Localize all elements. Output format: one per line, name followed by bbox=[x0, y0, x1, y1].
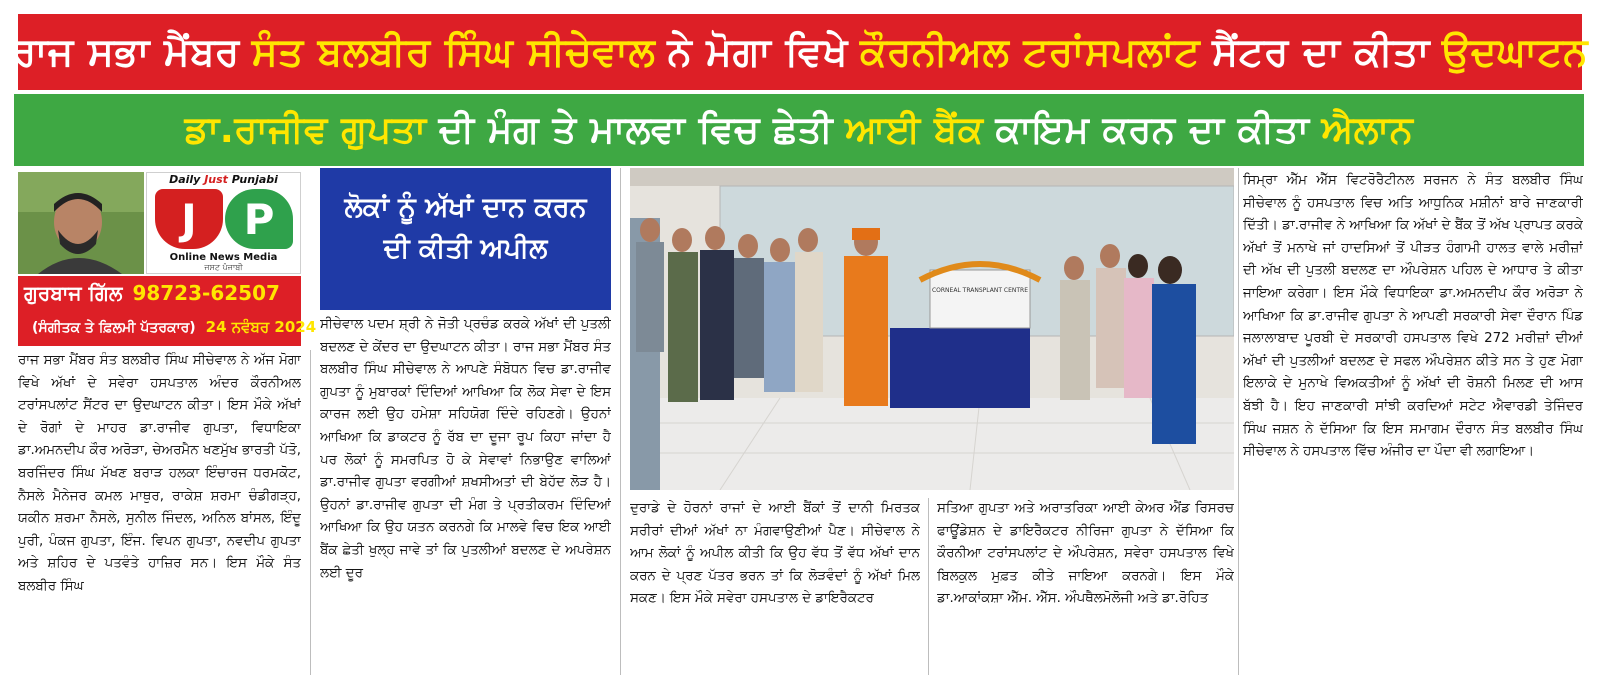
photo-banner-text: CORNEAL TRANSPLANT CENTRE bbox=[931, 287, 1029, 294]
article-text-2: ਸੀਚੇਵਾਲ ਪਦਮ ਸ਼੍ਰੀ ਨੇ ਜੋਤੀ ਪ੍ਰਚੰਡ ਕਰਕੇ ਅੱਖਾਂ ਦੀ ਪੁਤਲੀ ਬਦਲਣ ਦੇ ਕੇਂਦਰ ਦਾ ਉਦਘਾਟਨ ਕੀਤਾ। ਰਾਜ ਸਭਾ ਮੈਂਬਰ ਸੰਤ ਬਲਬੀਰ ਸਿੰਘ ਸੀਚੇਵਾਲ ਨੇ ਆਪਣੇ ਸੰਬੋਧਨ ਵਿਚ ਡਾ.ਰਾਜੀਵ ਗੁਪਤਾ ਨੂੰ ਮੁਬਾਰਕਾਂ ਦਿੰਦਿਆਂ ਆਖਿਆ ਕਿ ਲੋਕ ਸੇਵਾ ਦੇ ਇਸ ਕਾਰਜ ਲਈ ਉਹ ਹਮੇਸ਼ਾ ਸਹਿਯੋਗ ਦਿੰਦੇ ਰਹਿਣਗੇ। ਉਹਨਾਂ ਆਖਿਆ ਕਿ ਡਾਕਟਰ ਨੂੰ ਰੱਬ ਦਾ ਦੂਜਾ ਰੂਪ ਕਿਹਾ ਜਾਂਦਾ ਹੈ ਪਰ ਲੋਕਾਂ ਨੂੰ ਸਮਰਪਿਤ ਹੋ ਕੇ ਸੇਵਾਵਾਂ ਨਿਭਾਉਣ ਵਾਲਿਆਂ ਡਾ.ਰਾਜੀਵ ਗੁਪਤਾ ਵਰਗੀਆਂ ਸ਼ਖਸੀਅਤਾਂ ਦੀ ਬੇਹੱਦ ਲੋੜ ਹੈ। ਉਹਨਾਂ ਡਾ.ਰਾਜੀਵ ਗੁਪਤਾ ਦੀ ਮੰਗ ਤੇ ਪ੍ਰਤੀਕਰਮ ਦਿੰਦਿਆਂ ਆਖਿਆ ਕਿ ਉਹ ਯਤਨ ਕਰਨਗੇ ਕਿ ਮਾਲਵੇ ਵਿਚ ਇਕ ਆਈ ਬੈਂਕ ਛੇਤੀ ਖੁਲ੍ਹ ਜਾਵੇ ਤਾਂ ਕਿ ਪੁਤਲੀਆਂ ਬਦਲਣ ਦੇ ਅਪਰੇਸ਼ਨ ਲਈ ਦੂਰ bbox=[320, 317, 611, 581]
headline2-part5: ਐਲਾਨ bbox=[1321, 108, 1414, 151]
subheadline-line1: ਲੋਕਾਂ ਨੂੰ ਅੱਖਾਂ ਦਾਨ ਕਰਨ bbox=[344, 192, 587, 223]
reporter-name: ਗੁਰਬਾਜ ਗਿੱਲ bbox=[24, 281, 123, 305]
daily-just-punjabi-logo bbox=[146, 172, 301, 274]
headline1-part2: ਸੰਤ ਬਲਬੀਰ ਸਿੰਘ ਸੀਚੇਵਾਲ bbox=[251, 29, 656, 75]
event-photo bbox=[630, 168, 1234, 490]
headline2-part4: ਕਾਇਮ ਕਰਨ ਦਾ ਕੀਤਾ bbox=[995, 108, 1310, 151]
headline1-part5: ਸੈਂਟਰ ਦਾ ਕੀਤਾ bbox=[1212, 29, 1430, 75]
column-divider bbox=[310, 350, 311, 675]
logo-bottom-text: Online News Media bbox=[169, 252, 278, 263]
article-text-5: ਸਿਮ੍ਰਾ ਐੱਮ ਐੱਸ ਵਿਟਰੋਰੈਟੀਨਲ ਸਰਜਨ ਨੇ ਸੰਤ ਬਲਬੀਰ ਸਿੰਘ ਸੀਚੇਵਾਲ ਨੂੰ ਹਸਪਤਾਲ ਵਿਚ ਅਤਿ ਆਧੁਨਿਕ ਮਸ਼ੀਨਾਂ ਬਾਰੇ ਜਾਣਕਾਰੀ ਦਿੱਤੀ। ਡਾ.ਰਾਜੀਵ ਨੇ ਆਖਿਆ ਕਿ ਅੱਖਾਂ ਦੇ ਬੈਂਕ ਤੋਂ ਅੱਖ ਪ੍ਰਾਪਤ ਕਰਕੇ ਅੱਖਾਂ ਤੋਂ ਮਨਾਖੇ ਜਾਂ ਹਾਦਸਿਆਂ ਤੋਂ ਪੀੜਤ ਹੰਗਾਮੀ ਹਾਲਤ ਵਾਲੇ ਮਰੀਜ਼ਾਂ ਦੀ ਅੱਖ ਦੀ ਪੁਤਲੀ ਬਦਲਣ ਦਾ ਔਪਰੇਸ਼ਨ ਪਹਿਲ ਦੇ ਆਧਾਰ ਤੇ ਕੀਤਾ ਜਾਇਆ ਕਰੇਗਾ। ਇਸ ਮੌਕੇ ਵਿਧਾਇਕਾ ਡਾ.ਅਮਨਦੀਪ ਕੌਰ ਅਰੋੜਾ ਨੇ ਆਖਿਆ ਕਿ ਡਾ.ਰਾਜੀਵ ਗੁਪਤਾ ਨੇ ਆਪਣੀ ਸਰਕਾਰੀ ਸੇਵਾ ਦੌਰਾਨ ਪਿੰਡ ਜਲਾਲਾਬਾਦ ਪੂਰਬੀ ਦੇ ਸਰਕਾਰੀ ਹਸਪਤਾਲ ਵਿਖੇ 272 ਮਰੀਜ਼ਾਂ ਦੀਆਂ ਅੱਖਾਂ ਦੀ ਪੁਤਲੀਆਂ ਬਦਲਣ ਦੇ ਸਫਲ ਔਪਰੇਸ਼ਨ ਕੀਤੇ ਸਨ ਤੇ ਹੁਣ ਮੋਗਾ ਇਲਾਕੇ ਦੇ ਮੁਨਾਖੇ ਵਿਅਕਤੀਆਂ ਨੂੰ ਅੱਖਾਂ ਦੀ ਰੋਸ਼ਨੀ ਮਿਲਣ ਦੀ ਆਸ ਬੱਝੀ ਹੈ। ਇਹ ਜਾਣਕਾਰੀ ਸਾਂਝੀ ਕਰਦਿਆਂ ਸਟੇਟ ਐਵਾਰਡੀ ਤੇਜਿੰਦਰ ਸਿੰਘ ਜਸ਼ਨ ਨੇ ਦੱਸਿਆ ਕਿ ਇਸ ਸਮਾਗਮ ਦੌਰਾਨ ਸੰਤ ਬਲਬੀਰ ਸਿੰਘ ਸੀਚੇਵਾਲ ਨੇ ਹਸਪਤਾਲ ਵਿੱਚ ਅੰਜੀਰ ਦਾ ਪੌਦਾ ਵੀ ਲਗਾਇਆ। bbox=[1243, 173, 1583, 460]
reporter-photo bbox=[18, 172, 144, 274]
logo-letter-p: P bbox=[225, 189, 293, 249]
headline1-part6: ਉਦਘਾਟਨ bbox=[1441, 29, 1588, 75]
headline2-part3: ਆਈ ਬੈਂਕ bbox=[845, 108, 984, 151]
article-column-5 bbox=[1243, 170, 1583, 680]
headline2-part2: ਦੀ ਮੰਗ ਤੇ ਮਾਲਵਾ ਵਿਚ ਛੇਤੀ bbox=[438, 108, 834, 151]
article-column-2 bbox=[320, 314, 611, 680]
logo-letter-j: J bbox=[155, 189, 223, 249]
subheadline-line2: ਦੀ ਕੀਤੀ ਅਪੀਲ bbox=[383, 232, 548, 264]
headline-green-banner bbox=[14, 94, 1584, 166]
subheadline-box bbox=[320, 168, 611, 310]
reporter-bar bbox=[18, 276, 317, 346]
article-column-1 bbox=[18, 350, 301, 680]
reporter-role: (ਸੰਗੀਤਕ ਤੇ ਫ਼ਿਲਮੀ ਪੱਤਰਕਾਰ) bbox=[32, 320, 196, 336]
column-divider bbox=[620, 168, 621, 675]
headline-red-banner bbox=[12, 14, 1588, 90]
column-divider bbox=[1238, 168, 1239, 675]
headline1-part4: ਕੌਰਨੀਅਲ ਟਰਾਂਸਪਲਾਂਟ bbox=[860, 29, 1201, 75]
reporter-phone: 98723-62507 bbox=[132, 281, 280, 305]
logo-top-text: Daily Just Punjabi bbox=[169, 173, 278, 186]
column-divider bbox=[928, 498, 929, 675]
headline2-part1: ਡਾ.ਰਾਜੀਵ ਗੁਪਤਾ bbox=[184, 108, 427, 151]
article-text-1: ਰਾਜ ਸਭਾ ਮੈਂਬਰ ਸੰਤ ਬਲਬੀਰ ਸਿੰਘ ਸੀਚੇਵਾਲ ਨੇ ਅੱਜ ਮੋਗਾ ਵਿਖੇ ਅੱਖਾਂ ਦੇ ਸਵੇਰਾ ਹਸਪਤਾਲ ਅੰਦਰ ਕੌਰਨੀਅਲ ਟਰਾਂਸਪਲਾਂਟ ਸੈਂਟਰ ਦਾ ਉਦਘਾਟਨ ਕੀਤਾ। ਇਸ ਮੌਕੇ ਅੱਖਾਂ ਦੇ ਰੋਗਾਂ ਦੇ ਮਾਹਰ ਡਾ.ਰਾਜੀਵ ਗੁਪਤਾ, ਵਿਧਾਇਕਾ ਡਾ.ਅਮਨਦੀਪ ਕੌਰ ਅਰੋੜਾ, ਚੇਅਰਮੈਨ ਖਣਮੁੱਖ ਭਾਰਤੀ ਪੱਤੋ, ਬਰਜਿੰਦਰ ਸਿੰਘ ਮੱਖਣ ਬਰਾੜ ਹਲਕਾ ਇੰਚਾਰਜ ਧਰਮਕੋਟ, ਨੈਸਲੇ ਮੈਨੇਜਰ ਕਮਲ ਮਾਥੁਰ, ਰਾਕੇਸ਼ ਸ਼ਰਮਾ ਚੰਡੀਗੜ੍ਹ, ਯਕੀਨ ਸ਼ਰਮਾ ਨੈਸਲੇ, ਸੁਨੀਲ ਜਿੰਦਲ, ਅਨਿਲ ਬਾਂਸਲ, ਇੰਦੂ ਪੁਰੀ, ਪੰਕਜ ਗੁਪਤਾ, ਇੰਜ. ਵਿਪਨ ਗੁਪਤਾ, ਨਵਦੀਪ ਗੁਪਤਾ ਅਤੇ ਸ਼ਹਿਰ ਦੇ ਪਤਵੰਤੇ ਹਾਜ਼ਿਰ ਸਨ। ਇਸ ਮੌਕੇ ਸੰਤ ਬਲਬੀਰ ਸਿੰਘ bbox=[18, 353, 301, 594]
logo-mark bbox=[155, 189, 293, 251]
article-column-4 bbox=[937, 498, 1234, 680]
headline1-part1: ਰਾਜ ਸਭਾ ਮੈਂਬਰ bbox=[12, 29, 240, 75]
article-text-4: ਸਤਿਆ ਗੁਪਤਾ ਅਤੇ ਅਰਾਤਰਿਕਾ ਆਈ ਕੇਅਰ ਐਂਡ ਰਿਸਰਚ ਫਾਊਂਡੇਸ਼ਨ ਦੇ ਡਾਇਰੈਕਟਰ ਨੀਰਿਜਾ ਗੁਪਤਾ ਨੇ ਦੱਸਿਆ ਕਿ ਕੌਰਨੀਆ ਟਰਾਂਸਪਲਾਂਟ ਦੇ ਔਪਰੇਸ਼ਨ, ਸਵੇਰਾ ਹਸਪਤਾਲ ਵਿਖੇ ਬਿਲਕੁਲ ਮੁਫ਼ਤ ਕੀਤੇ ਜਾਇਆ ਕਰਨਗੇ। ਇਸ ਮੌਕੇ ਡਾ.ਆਕਾਂਕਸ਼ਾ ਐੱਮ. ਐੱਸ. ਔਪਥੈਲਮੋਲੋਜੀ ਅਤੇ ਡਾ.ਰੋਹਿਤ bbox=[937, 501, 1234, 607]
article-text-3: ਦੁਰਾਡੇ ਦੇ ਹੋਰਨਾਂ ਰਾਜਾਂ ਦੇ ਆਈ ਬੈਂਕਾਂ ਤੋਂ ਦਾਨੀ ਮਿਰਤਕ ਸਰੀਰਾਂ ਦੀਆਂ ਅੱਖਾਂ ਨਾ ਮੰਗਵਾਉਣੀਆਂ ਪੈਣ। ਸੀਚੇਵਾਲ ਨੇ ਆਮ ਲੋਕਾਂ ਨੂੰ ਅਪੀਲ ਕੀਤੀ ਕਿ ਉਹ ਵੱਧ ਤੋਂ ਵੱਧ ਅੱਖਾਂ ਦਾਨ ਕਰਨ ਦੇ ਪ੍ਰਣ ਪੱਤਰ ਭਰਨ ਤਾਂ ਕਿ ਲੋੜਵੰਦਾਂ ਨੂੰ ਅੱਖਾਂ ਮਿਲ ਸਕਣ। ਇਸ ਮੌਕੇ ਸਵੇਰਾ ਹਸਪਤਾਲ ਦੇ ਡਾਇਰੈਕਟਰ bbox=[630, 501, 920, 607]
article-column-3 bbox=[630, 498, 920, 680]
logo-sub-text: ਜਸਟ ਪੰਜਾਬੀ bbox=[204, 263, 243, 272]
headline1-part3: ਨੇ ਮੋਗਾ ਵਿਖੇ bbox=[667, 29, 849, 75]
publish-date: 24 ਨਵੰਬਰ 2024 bbox=[205, 318, 317, 336]
